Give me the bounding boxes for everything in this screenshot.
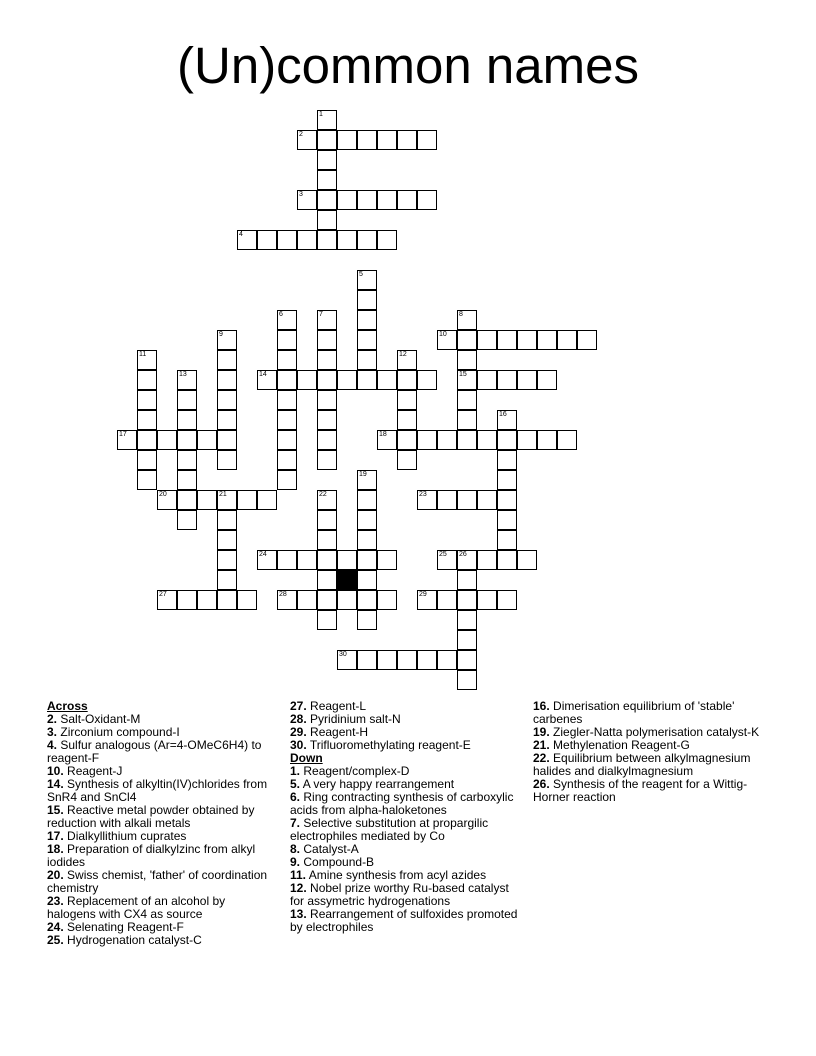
grid-cell[interactable] (357, 510, 377, 530)
clue-item-number: 27. (290, 699, 307, 713)
grid-cell[interactable] (257, 550, 277, 570)
grid-cell[interactable] (377, 130, 397, 150)
grid-cell[interactable] (417, 190, 437, 210)
grid-cell[interactable] (237, 230, 257, 250)
grid-cell[interactable] (357, 130, 377, 150)
clue-item-number: 25. (47, 933, 64, 947)
clue-item (290, 908, 525, 934)
grid-cell[interactable] (317, 550, 337, 570)
grid-cell[interactable] (457, 650, 477, 670)
grid-cell[interactable] (357, 230, 377, 250)
clue-item-number: 5. (290, 777, 301, 791)
grid-cell[interactable] (217, 530, 237, 550)
clue-number: 7 (319, 311, 323, 318)
clue-number: 15 (459, 371, 467, 378)
clue-number: 16 (499, 411, 507, 418)
grid-cell[interactable] (457, 550, 477, 570)
grid-cell[interactable] (457, 330, 477, 350)
grid-cell[interactable] (177, 410, 197, 430)
grid-cell[interactable] (397, 410, 417, 430)
clue-item (533, 700, 763, 726)
grid-cell[interactable] (217, 450, 237, 470)
grid-cell[interactable] (417, 430, 437, 450)
clue-item (290, 739, 525, 752)
grid-cell[interactable] (357, 490, 377, 510)
clue-item (47, 778, 277, 804)
grid-cell[interactable] (357, 530, 377, 550)
clue-item-text: Rearrangement of sulfoxides promoted by electrophiles (290, 907, 518, 934)
clue-item (47, 804, 277, 830)
clue-item-number: 2. (47, 712, 58, 726)
grid-cell[interactable] (297, 590, 317, 610)
grid-cell[interactable] (297, 190, 317, 210)
clue-item-number: 24. (47, 920, 64, 934)
clue-item-number: 3. (47, 725, 58, 739)
grid-cell[interactable] (497, 430, 517, 450)
clue-item (47, 934, 277, 947)
grid-cell[interactable] (497, 590, 517, 610)
grid-cell[interactable] (217, 390, 237, 410)
clue-number: 6 (279, 311, 283, 318)
grid-cell[interactable] (317, 590, 337, 610)
clue-item-number: 28. (290, 712, 307, 726)
clue-number: 23 (419, 491, 427, 498)
grid-cell[interactable] (317, 190, 337, 210)
grid-cell[interactable] (317, 370, 337, 390)
grid-cell[interactable] (397, 450, 417, 470)
clue-item-number: 10. (47, 764, 64, 778)
clue-heading: Across (47, 699, 88, 713)
grid-cell[interactable] (477, 490, 497, 510)
clue-item-number: 15. (47, 803, 64, 817)
grid-cell[interactable] (277, 450, 297, 470)
grid-cell[interactable] (497, 410, 517, 430)
grid-cell[interactable] (417, 370, 437, 390)
clue-item-text: Hydrogenation catalyst-C (67, 933, 202, 947)
grid-cell[interactable] (217, 410, 237, 430)
grid-cell[interactable] (297, 370, 317, 390)
grid-cell[interactable] (337, 130, 357, 150)
grid-cell[interactable] (317, 110, 337, 130)
grid-cell[interactable] (317, 330, 337, 350)
grid-cell[interactable] (317, 350, 337, 370)
grid-cell[interactable] (357, 570, 377, 590)
grid-cell[interactable] (277, 370, 297, 390)
grid-cell[interactable] (517, 430, 537, 450)
grid-cell[interactable] (457, 590, 477, 610)
grid-cell[interactable] (457, 570, 477, 590)
clue-item-number: 22. (533, 751, 550, 765)
grid-cell[interactable] (357, 290, 377, 310)
clue-item-number: 18. (47, 842, 64, 856)
grid-cell[interactable] (357, 350, 377, 370)
grid-cell[interactable] (457, 350, 477, 370)
clue-number: 17 (119, 431, 127, 438)
clue-number: 22 (319, 491, 327, 498)
grid-cell[interactable] (377, 430, 397, 450)
clue-item-text: Swiss chemist, 'father' of coordination chemistry (47, 868, 268, 895)
clue-heading: Down (290, 751, 323, 765)
grid-cell[interactable] (357, 470, 377, 490)
clue-item (47, 869, 277, 895)
grid-cell[interactable] (457, 310, 477, 330)
clue-item-number: 30. (290, 738, 307, 752)
grid-cell[interactable] (357, 550, 377, 570)
clue-item-text: Salt-Oxidant-M (60, 712, 141, 726)
grid-cell[interactable] (217, 330, 237, 350)
clue-column-1 (47, 700, 277, 947)
clue-item (47, 843, 277, 869)
grid-cell[interactable] (317, 490, 337, 510)
clue-item-number: 16. (533, 699, 550, 713)
clue-item-text: Reagent-L (310, 699, 367, 713)
grid-cell[interactable] (197, 590, 217, 610)
clue-item-text: Dimerisation equilibrium of 'stable' carbenes (533, 699, 735, 726)
grid-cell[interactable] (317, 570, 337, 590)
clue-item-text: Catalyst-A (303, 842, 359, 856)
clue-item (290, 817, 525, 843)
clue-number: 14 (259, 371, 267, 378)
clue-item-text: Sulfur analogous (Ar=4-OMeC6H4) to reagent-F (47, 738, 262, 765)
clue-item-text: Ziegler-Natta polymerisation catalyst-K (553, 725, 760, 739)
grid-cell[interactable] (197, 430, 217, 450)
clue-item (533, 778, 763, 804)
grid-cell[interactable] (497, 330, 517, 350)
grid-cell[interactable] (317, 230, 337, 250)
clue-item-number: 23. (47, 894, 64, 908)
clue-item-text: Selective substitution at propargilic electrophiles mediated by Co (290, 816, 489, 843)
grid-cell[interactable] (177, 390, 197, 410)
grid-cell[interactable] (477, 330, 497, 350)
grid-cell[interactable] (457, 410, 477, 430)
clue-item-number: 19. (533, 725, 550, 739)
grid-cell[interactable] (137, 410, 157, 430)
grid-cell[interactable] (517, 550, 537, 570)
clue-number: 30 (339, 651, 347, 658)
clue-item-text: Methylenation Reagent-G (553, 738, 690, 752)
grid-cell[interactable] (177, 490, 197, 510)
grid-cell[interactable] (157, 430, 177, 450)
grid-cell[interactable] (337, 650, 357, 670)
grid-cell[interactable] (397, 190, 417, 210)
clue-item-number: 26. (533, 777, 550, 791)
grid-cell[interactable] (477, 370, 497, 390)
clue-number: 28 (279, 591, 287, 598)
grid-cell[interactable] (357, 590, 377, 610)
grid-cell[interactable] (217, 590, 237, 610)
clue-item-text: Compound-B (303, 855, 375, 869)
clue-item-text: Reactive metal powder obtained by reduction with alkali metals (47, 803, 255, 830)
grid-cell[interactable] (417, 490, 437, 510)
clue-number: 19 (359, 471, 367, 478)
grid-cell[interactable] (557, 430, 577, 450)
grid-cell[interactable] (337, 190, 357, 210)
grid-cell[interactable] (137, 450, 157, 470)
grid-cell[interactable] (137, 470, 157, 490)
clue-item-text: Preparation of dialkylzinc from alkyl iodides (47, 842, 256, 869)
grid-cell[interactable] (397, 390, 417, 410)
grid-block (337, 570, 357, 590)
clue-item-number: 11. (290, 868, 307, 882)
clue-item-text: Ring contracting synthesis of carboxylic acids from alpha-haloketones (290, 790, 514, 817)
grid-cell[interactable] (257, 230, 277, 250)
grid-cell[interactable] (217, 490, 237, 510)
clue-number: 21 (219, 491, 227, 498)
grid-cell[interactable] (177, 510, 197, 530)
grid-cell[interactable] (397, 370, 417, 390)
clue-item-text: Zirconium compound-I (60, 725, 180, 739)
grid-cell[interactable] (437, 430, 457, 450)
clue-item-number: 9. (290, 855, 301, 869)
clue-number: 3 (299, 191, 303, 198)
grid-cell[interactable] (217, 570, 237, 590)
grid-cell[interactable] (377, 370, 397, 390)
grid-cell[interactable] (397, 130, 417, 150)
clue-item-text: Reagent-J (67, 764, 123, 778)
grid-cell[interactable] (317, 130, 337, 150)
clue-item-text: Reagent-H (310, 725, 369, 739)
grid-cell[interactable] (457, 610, 477, 630)
clue-number: 18 (379, 431, 387, 438)
clue-item (533, 752, 763, 778)
grid-cell[interactable] (337, 230, 357, 250)
grid-cell[interactable] (497, 370, 517, 390)
grid-cell[interactable] (357, 610, 377, 630)
clue-item-number: 13. (290, 907, 307, 921)
grid-cell[interactable] (337, 550, 357, 570)
clue-number: 9 (219, 331, 223, 338)
clue-item-number: 12. (290, 881, 307, 895)
grid-cell[interactable] (277, 550, 297, 570)
clue-item-number: 29. (290, 725, 307, 739)
grid-cell[interactable] (377, 650, 397, 670)
clue-item-text: Trifluoromethylating reagent-E (309, 738, 471, 752)
clue-number: 25 (439, 551, 447, 558)
grid-cell[interactable] (577, 330, 597, 350)
grid-cell[interactable] (177, 470, 197, 490)
grid-cell[interactable] (177, 430, 197, 450)
grid-cell[interactable] (357, 190, 377, 210)
grid-cell[interactable] (357, 310, 377, 330)
grid-cell[interactable] (217, 430, 237, 450)
grid-cell[interactable] (277, 350, 297, 370)
grid-cell[interactable] (437, 550, 457, 570)
grid-cell[interactable] (357, 650, 377, 670)
grid-cell[interactable] (537, 330, 557, 350)
clue-item (47, 739, 277, 765)
grid-cell[interactable] (417, 130, 437, 150)
clue-number: 26 (459, 551, 467, 558)
grid-cell[interactable] (477, 590, 497, 610)
grid-cell[interactable] (557, 330, 577, 350)
grid-cell[interactable] (117, 430, 137, 450)
grid-cell[interactable] (257, 490, 277, 510)
clue-item-number: 8. (290, 842, 301, 856)
grid-cell[interactable] (277, 590, 297, 610)
clue-item-text: Amine synthesis from acyl azides (308, 868, 487, 882)
grid-cell[interactable] (177, 450, 197, 470)
grid-cell[interactable] (317, 310, 337, 330)
grid-cell[interactable] (137, 390, 157, 410)
grid-cell[interactable] (297, 230, 317, 250)
grid-cell[interactable] (217, 510, 237, 530)
clue-item-text: A very happy rearrangement (302, 777, 455, 791)
grid-cell[interactable] (397, 350, 417, 370)
clue-number: 24 (259, 551, 267, 558)
grid-cell[interactable] (297, 550, 317, 570)
grid-cell[interactable] (157, 490, 177, 510)
clue-item-text: Nobel prize worthy Ru-based catalyst for assymetric hydrogenations (290, 881, 509, 908)
grid-cell[interactable] (477, 550, 497, 570)
clue-item (47, 895, 277, 921)
grid-cell[interactable] (457, 490, 477, 510)
clue-item-text: Selenating Reagent-F (67, 920, 184, 934)
grid-cell[interactable] (497, 510, 517, 530)
clue-item-text: Synthesis of the reagent for a Wittig-Horner reaction (533, 777, 748, 804)
grid-cell[interactable] (237, 490, 257, 510)
grid-cell[interactable] (457, 630, 477, 650)
clue-item (290, 882, 525, 908)
clue-item-number: 14. (47, 777, 64, 791)
grid-cell[interactable] (317, 210, 337, 230)
clue-column-3 (533, 700, 763, 804)
grid-cell[interactable] (437, 590, 457, 610)
grid-cell[interactable] (337, 590, 357, 610)
clue-number: 1 (319, 111, 323, 118)
grid-cell[interactable] (457, 430, 477, 450)
grid-cell[interactable] (277, 410, 297, 430)
grid-cell[interactable] (137, 350, 157, 370)
grid-cell[interactable] (317, 530, 337, 550)
clue-item-text: Replacement of an alcohol by halogens with CX4 as source (47, 894, 226, 921)
grid-cell[interactable] (277, 310, 297, 330)
grid-cell[interactable] (537, 370, 557, 390)
grid-cell[interactable] (317, 450, 337, 470)
clue-item-text: Dialkyllithium cuprates (67, 829, 187, 843)
clue-item-number: 17. (47, 829, 64, 843)
grid-cell[interactable] (277, 430, 297, 450)
grid-cell[interactable] (417, 650, 437, 670)
clue-number: 27 (159, 591, 167, 598)
grid-cell[interactable] (317, 510, 337, 530)
grid-cell[interactable] (297, 130, 317, 150)
grid-cell[interactable] (377, 190, 397, 210)
clue-item-text: Equilibrium between alkylmagnesium halides and dialkylmagnesium (533, 751, 751, 778)
clue-number: 20 (159, 491, 167, 498)
clue-number: 5 (359, 271, 363, 278)
grid-cell[interactable] (477, 430, 497, 450)
grid-cell[interactable] (357, 270, 377, 290)
grid-cell[interactable] (177, 590, 197, 610)
clue-number: 13 (179, 371, 187, 378)
grid-cell[interactable] (417, 590, 437, 610)
grid-cell[interactable] (237, 590, 257, 610)
grid-cell[interactable] (517, 370, 537, 390)
clue-number: 2 (299, 131, 303, 138)
clue-item-text: Pyridinium salt-N (310, 712, 401, 726)
grid-cell[interactable] (377, 550, 397, 570)
clue-number: 12 (399, 351, 407, 358)
grid-cell[interactable] (277, 470, 297, 490)
clue-number: 4 (239, 231, 243, 238)
page-title: (Un)common names (177, 37, 639, 94)
grid-cell[interactable] (277, 230, 297, 250)
grid-cell[interactable] (397, 430, 417, 450)
grid-cell[interactable] (497, 490, 517, 510)
grid-cell[interactable] (357, 370, 377, 390)
grid-cell[interactable] (357, 330, 377, 350)
grid-cell[interactable] (317, 430, 337, 450)
grid-cell[interactable] (397, 650, 417, 670)
clue-item-number: 1. (290, 764, 301, 778)
grid-cell[interactable] (257, 370, 277, 390)
clue-number: 8 (459, 311, 463, 318)
grid-cell[interactable] (517, 330, 537, 350)
grid-cell[interactable] (317, 610, 337, 630)
grid-cell[interactable] (337, 370, 357, 390)
grid-cell[interactable] (497, 450, 517, 470)
grid-cell[interactable] (377, 230, 397, 250)
grid-cell[interactable] (437, 330, 457, 350)
clue-item-number: 6. (290, 790, 301, 804)
grid-cell[interactable] (497, 550, 517, 570)
clue-item-number: 20. (47, 868, 64, 882)
grid-cell[interactable] (317, 150, 337, 170)
clue-item (290, 791, 525, 817)
grid-cell[interactable] (277, 330, 297, 350)
grid-cell[interactable] (277, 390, 297, 410)
clue-number: 29 (419, 591, 427, 598)
clue-number: 11 (139, 351, 147, 358)
grid-cell[interactable] (437, 650, 457, 670)
grid-cell[interactable] (217, 370, 237, 390)
grid-cell[interactable] (497, 470, 517, 490)
clue-item-number: 21. (533, 738, 550, 752)
grid-cell[interactable] (537, 430, 557, 450)
grid-cell[interactable] (137, 430, 157, 450)
grid-cell[interactable] (157, 590, 177, 610)
grid-cell[interactable] (377, 590, 397, 610)
grid-cell[interactable] (457, 370, 477, 390)
grid-cell[interactable] (217, 550, 237, 570)
clue-item-text: Reagent/complex-D (303, 764, 410, 778)
grid-cell[interactable] (437, 490, 457, 510)
grid-cell[interactable] (197, 490, 217, 510)
grid-cell[interactable] (317, 170, 337, 190)
grid-cell[interactable] (457, 670, 477, 690)
grid-cell[interactable] (317, 390, 337, 410)
grid-cell[interactable] (317, 410, 337, 430)
clue-item-number: 4. (47, 738, 58, 752)
clue-item-number: 7. (290, 816, 301, 830)
grid-cell[interactable] (497, 530, 517, 550)
clue-number: 10 (439, 331, 447, 338)
clue-item-text: Synthesis of alkyltin(IV)chlorides from SnR4 and SnCl4 (47, 777, 268, 804)
clue-column-2 (290, 700, 525, 934)
grid-cell[interactable] (217, 350, 237, 370)
grid-cell[interactable] (177, 370, 197, 390)
grid-cell[interactable] (457, 390, 477, 410)
grid-cell[interactable] (137, 370, 157, 390)
